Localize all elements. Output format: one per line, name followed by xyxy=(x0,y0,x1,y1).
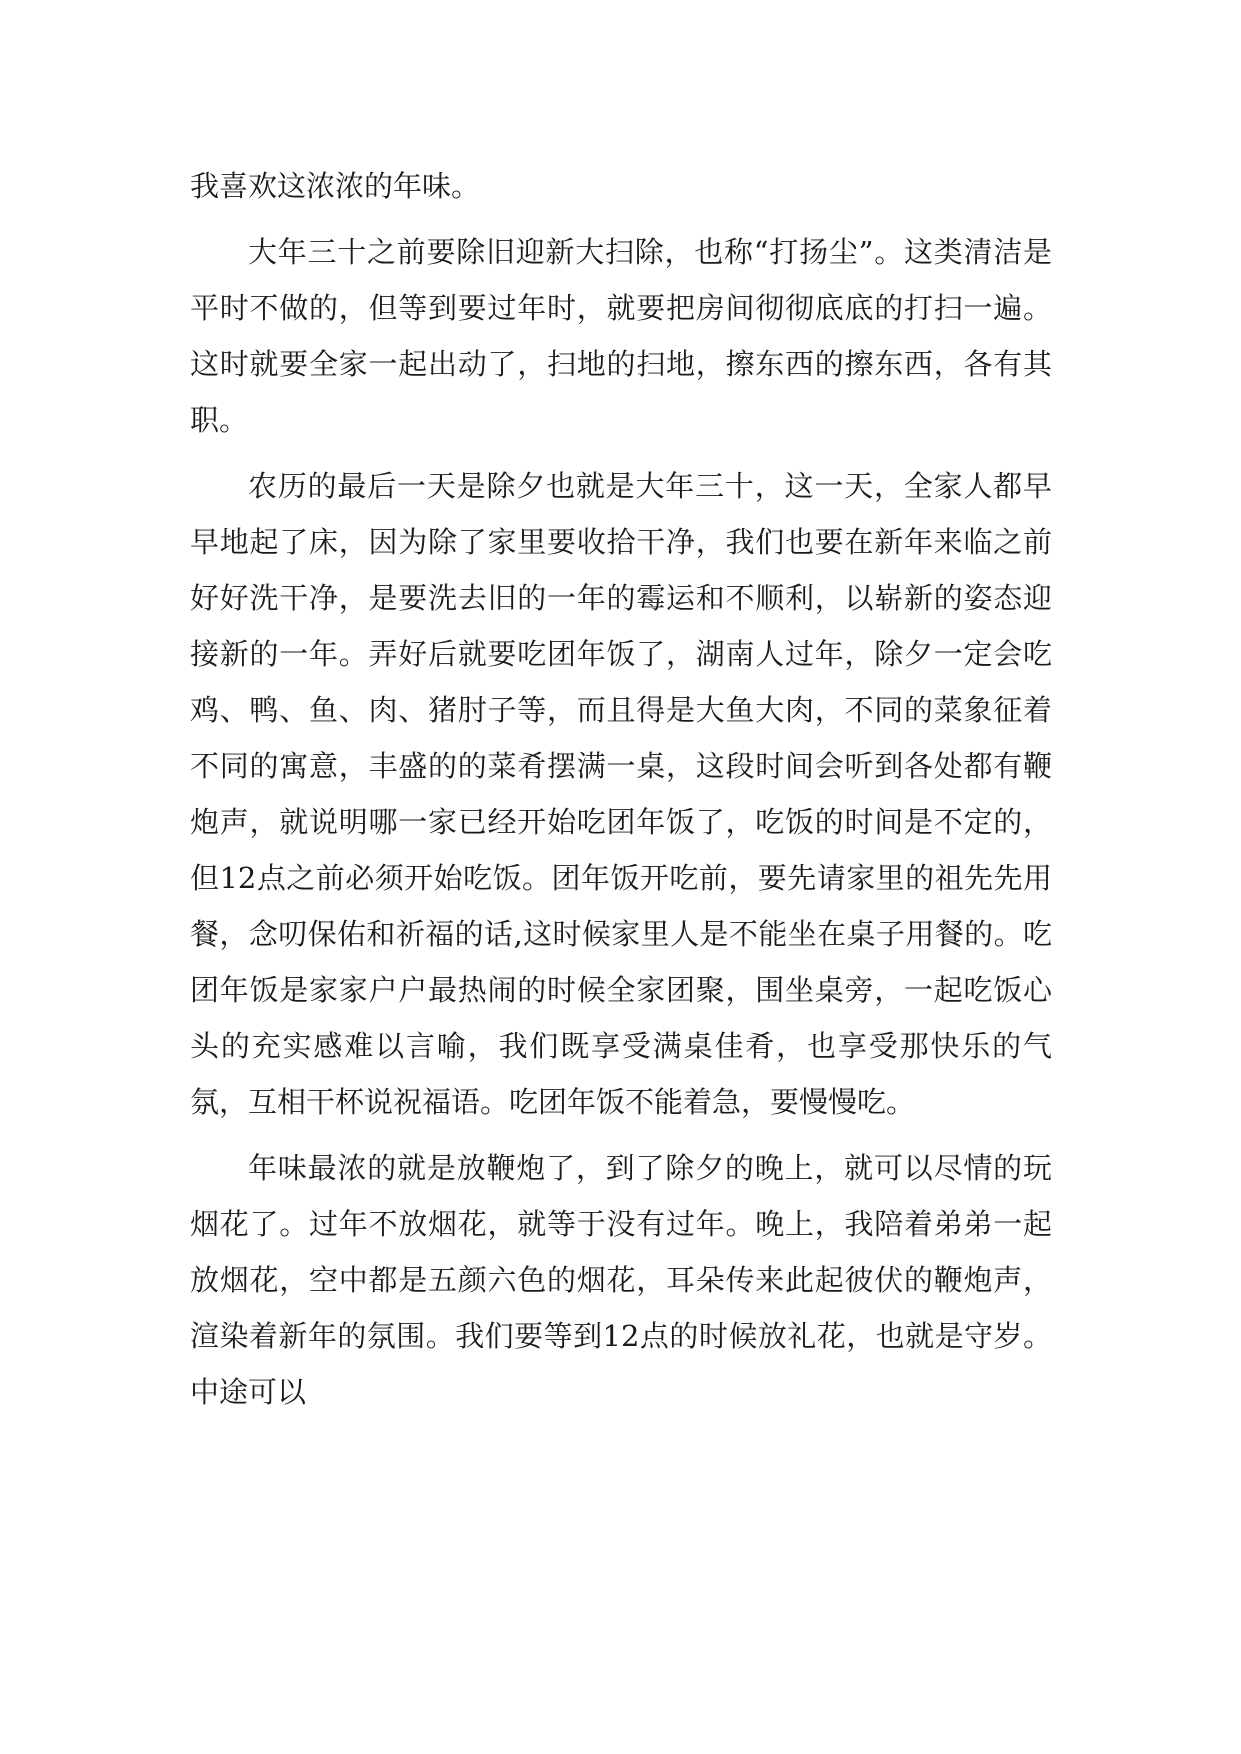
paragraph-2: 大年三十之前要除旧迎新大扫除，也称“打扬尘”。这类清洁是平时不做的，但等到要过年时，就要把房间彻彻底底的打扫一遍。这时就要全家一起出动了，扫地的扫地，擦东西的擦东西，各有其职。 xyxy=(190,235,1052,437)
paragraph-3: 农历的最后一天是除夕也就是大年三十，这一天，全家人都早早地起了床，因为除了家里要收拾干净，我们也要在新年来临之前好好洗干净，是要洗去旧的一年的霉运和不顺利，以崭新的姿态迎接新的一年。弄好后就要吃团年饭了，湖南人过年，除夕一定会吃鸡、鸭、鱼、肉、猪肘子等，而且得是大鱼大肉，不同的菜象征着不同的寓意，丰盛的的菜肴摆满一桌，这段时间会听到各处都有鞭炮声，就说明哪一家已经开始吃团年饭了，吃饭的时间是不定的，但12点之前必须开始吃饭。团年饭开吃前，要先请家里的祖先先用餐，念叨保佑和祈福的话,这时候家里人是不能坐在桌子用餐的。吃团年饭是家家户户最热闹的时候全家团聚，围坐桌旁，一起吃饭心头的充实感难以言喻，我们既享受满桌佳肴，也享受那快乐的气氛，互相干杯说祝福语。吃团年饭不能着急，要慢慢吃。 xyxy=(190,469,1052,1119)
document-body xyxy=(190,158,1052,1430)
paragraph-1: 我喜欢这浓浓的年味。 xyxy=(190,169,481,203)
paragraph-4: 年味最浓的就是放鞭炮了，到了除夕的晚上，就可以尽情的玩烟花了。过年不放烟花，就等于没有过年。晚上，我陪着弟弟一起放烟花，空中都是五颜六色的烟花，耳朵传来此起彼伏的鞭炮声，渲染着新年的氛围。我们要等到12点的时候放礼花，也就是守岁。中途可以 xyxy=(190,1151,1052,1409)
